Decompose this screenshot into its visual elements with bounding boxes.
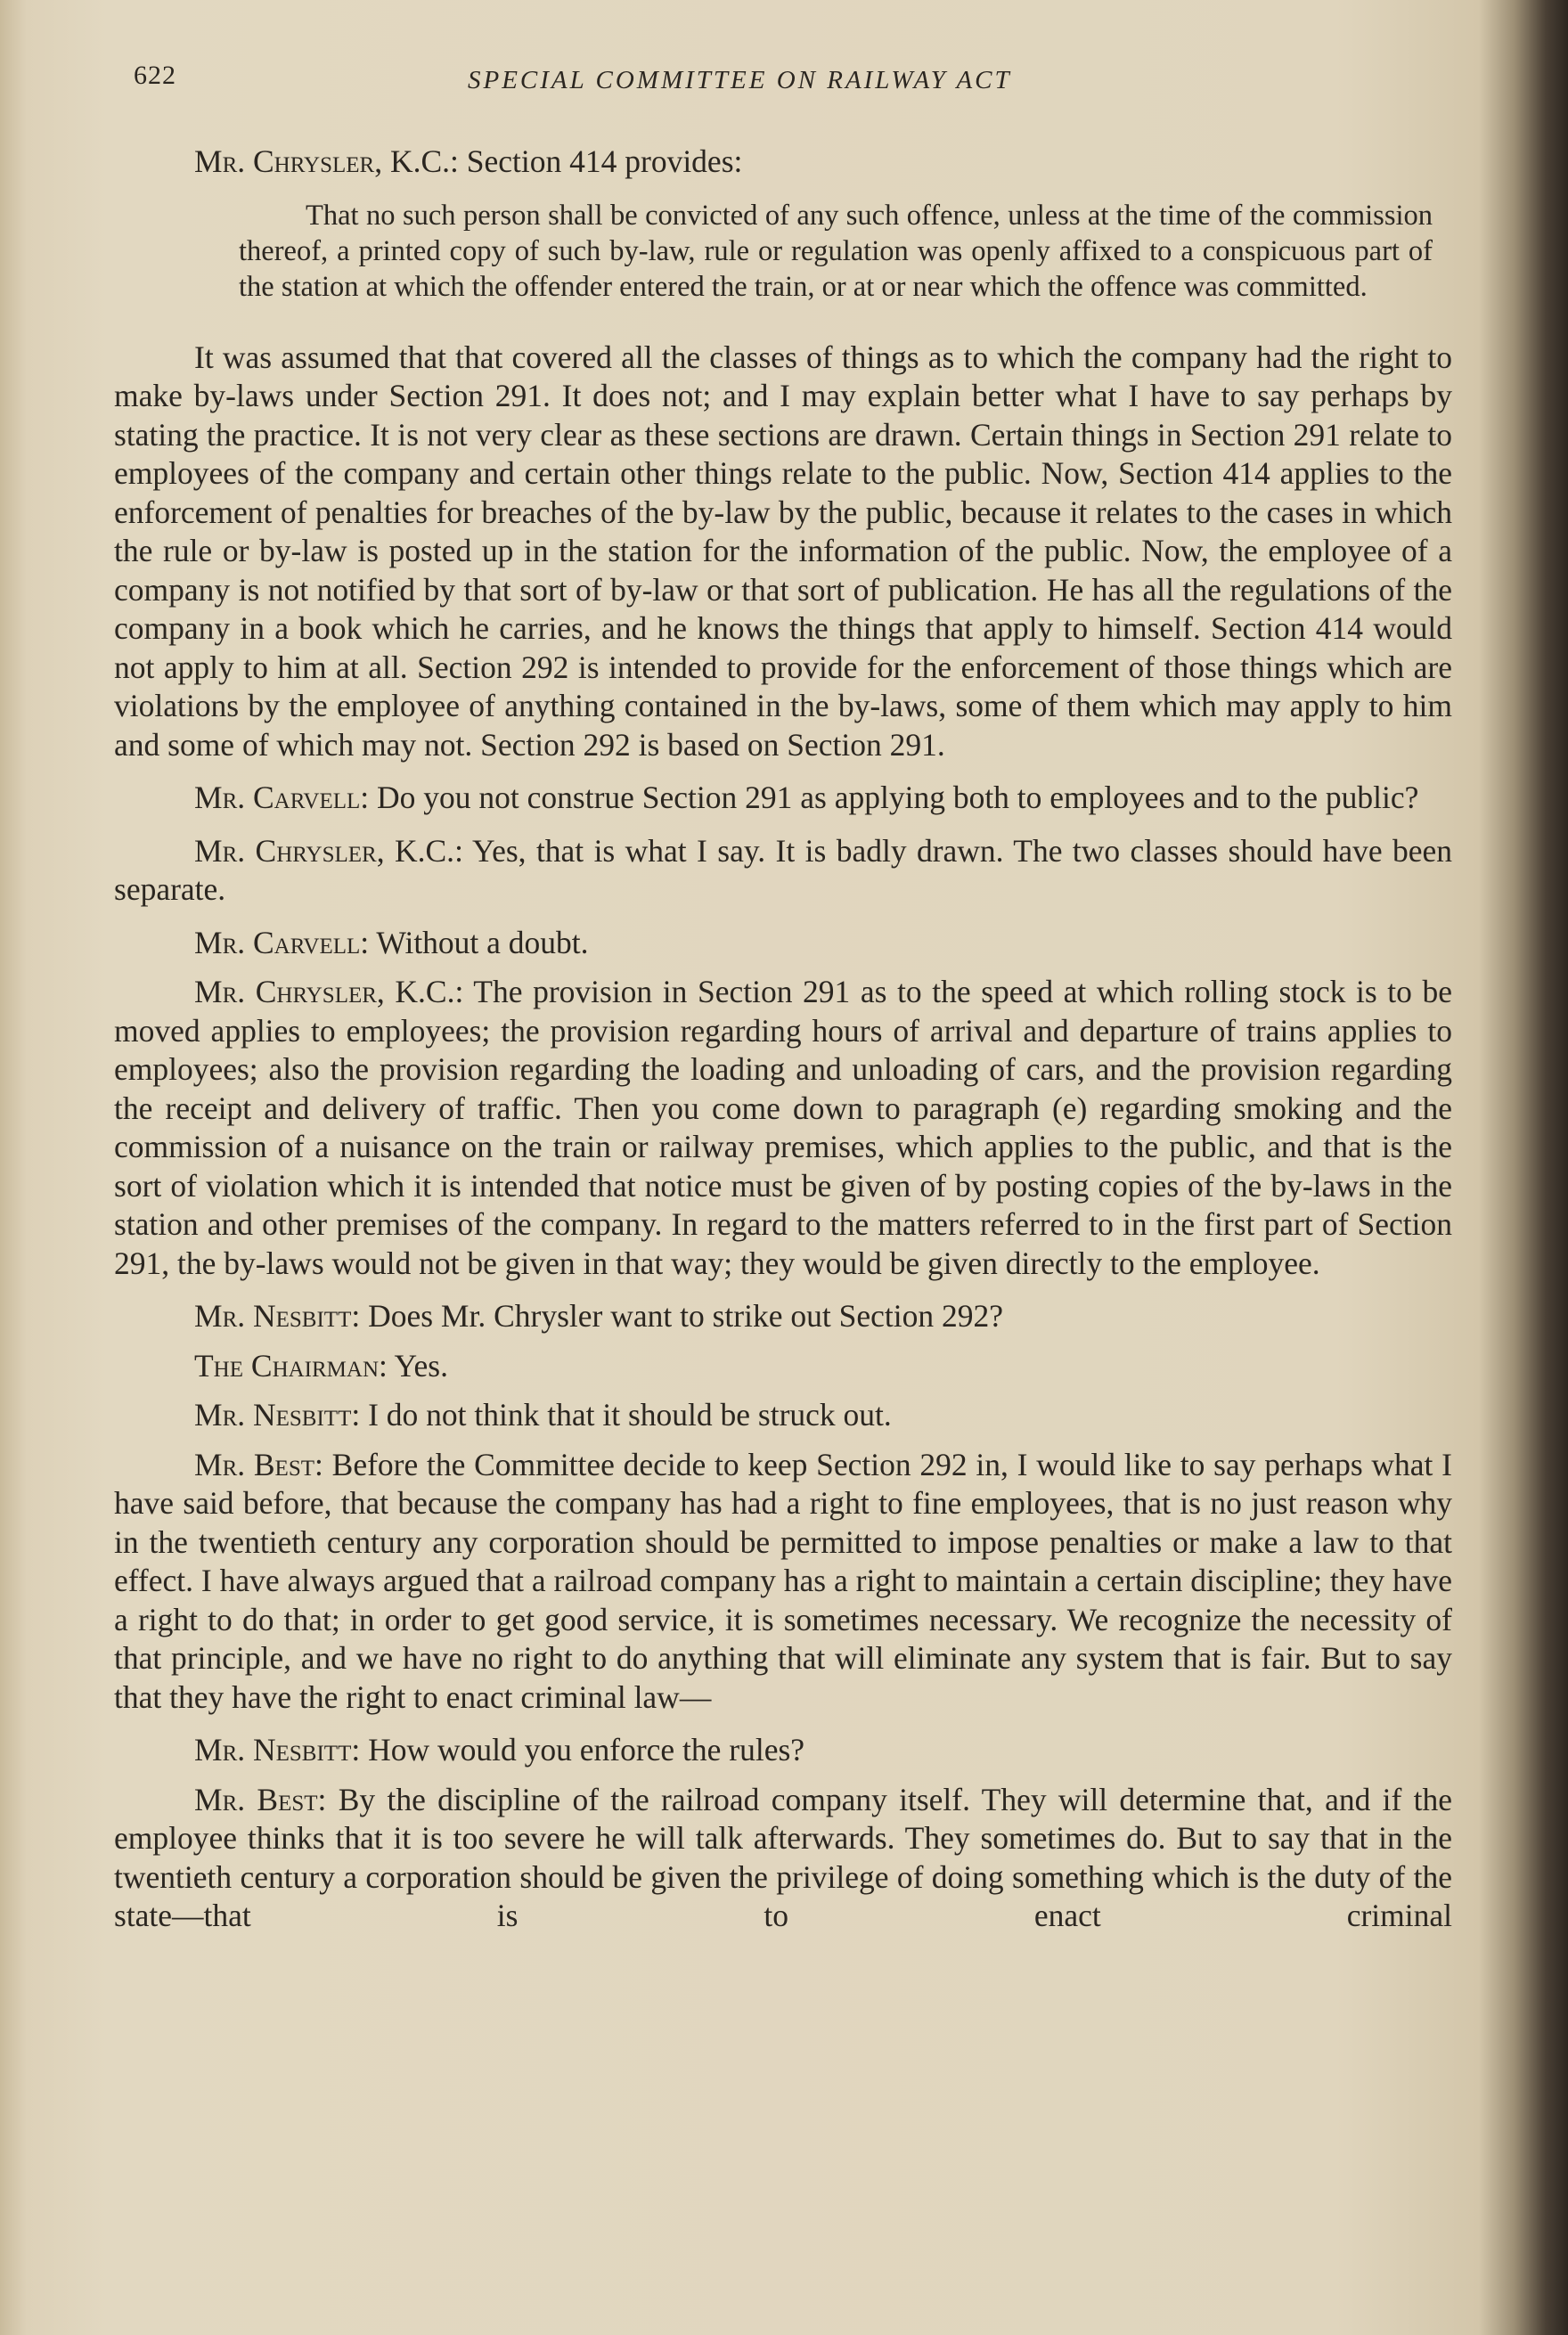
speech-paragraph: Mr. Best: By the discipline of the railroad company itself. They will determine that, and if the employee thinks that it is too severe he will talk afterwards. They sometimes do. But to say that in the twentieth century a corporation should be given the privilege of doing something which is the duty of the state—that is to enact criminal xyxy=(114,1781,1452,1933)
speech-paragraph: Mr. Chrysler, K.C.: The provision in Section 291 as to the speed at which rolling stock is to be moved applies to employees; the provision regarding hours of arrival and departure of trains applies to employees; also the provision regarding the loading and unloading of cars, and the provision regarding the receipt and delivery of traffic. Then you come down to paragraph (e) regarding smoking and the commission of a nuisance on the train or railway premises, which applies to the public, and that is the sort of violation which it is intended that notice must be given of by posting copies of the by-laws in the station and other premises of the company. In regard to the matters referred to in the first part of Section 291, the by-laws would not be given in that way; they would be given directly to the employee. xyxy=(114,974,1452,1281)
speaker-name: Mr. Chrysler, K.C. xyxy=(194,832,455,869)
speech-text: Yes, that is what I say. It is badly drawn. The two classes should have been separate. xyxy=(114,832,1453,907)
quoted-provision: That no such person shall be convicted of any such offence, unless at the time of the commission thereof, a printed copy of such by-law, rule or regulation was openly affixed to a conspicuous part of the station at which the offender entered the train, or at or near which the offence was committed. xyxy=(239,199,1433,303)
running-head: SPECIAL COMMITTEE ON RAILWAY ACT xyxy=(468,66,1012,94)
speaker-name: Mr. Chrysler, K.C. xyxy=(194,143,451,179)
speaker-name: Mr. Nesbitt xyxy=(194,1397,352,1433)
speech-text: Section 414 provides: xyxy=(466,143,743,179)
speech-text: How would you enforce the rules? xyxy=(368,1732,805,1768)
speaker-name: Mr. Best xyxy=(194,1446,315,1482)
speaker-name: Mr. Best xyxy=(194,1781,318,1817)
speech-text: Do you not construe Section 291 as applying both to employees and to the public? xyxy=(377,780,1419,815)
speaker-name: Mr. Carvell xyxy=(194,780,361,815)
speech-text: By the discipline of the railroad company itself. They will determine that, and if the employee thinks that it is too severe he will talk afterwards. They sometimes do. But to say that in the twentieth century a corporation should be given the privilege of doing something which is the duty of the state—that is to enact criminal xyxy=(114,1781,1452,1933)
speaker-name: Mr. Nesbitt xyxy=(194,1732,352,1768)
speaker-name: Mr. Carvell xyxy=(194,924,361,960)
page-body xyxy=(114,143,1452,1950)
speech-text: I do not think that it should be struck out. xyxy=(368,1397,892,1433)
body-paragraph: It was assumed that that covered all the classes of things as to which the company had the right to make by-laws under Section 291. It does not; and I may explain better what I have to say perhaps by stating the practice. It is not very clear as these sections are drawn. Certain things in Section 291 relate to employees of the company and certain other things relate to the public. Now, Section 414 applies to the enforcement of penalties for breaches of the by-law by the public, because it relates to the cases in which the rule or by-law is posted up in the station for the information of the public. Now, the employee of a company is not notified by that sort of by-law or that sort of publication. He has all the regulations of the company in a book which he carries, and he knows the things that apply to himself. Section 414 would not apply to him at all. Section 292 is intended to provide for the enforcement of those things which are violations by the employee of anything contained in the by-laws, some of them which may apply to him and some of which may not. Section 292 is based on Section 291. xyxy=(114,339,1452,763)
speech-paragraph: Mr. Nesbitt: How would you enforce the rules? xyxy=(194,1732,805,1768)
speech-paragraph: Mr. Chrysler, K.C.: Yes, that is what I say. It is badly drawn. The two classes should have been separate. xyxy=(114,832,1453,907)
speech-text: Without a doubt. xyxy=(376,924,589,960)
speaker-name: Mr. Chrysler, K.C. xyxy=(194,974,455,1009)
speech-paragraph: Mr. Carvell: Do you not construe Section 291 as applying both to employees and to the public? xyxy=(194,780,1419,815)
speech-paragraph: The Chairman: Yes. xyxy=(194,1347,448,1384)
speaker-name: The Chairman xyxy=(194,1347,380,1384)
speech-paragraph: Mr. Nesbitt: Does Mr. Chrysler want to strike out Section 292? xyxy=(194,1298,1003,1334)
speech-paragraph: Mr. Nesbitt: I do not think that it should be struck out. xyxy=(194,1397,892,1433)
speech-text: The provision in Section 291 as to the speed at which rolling stock is to be moved applies to employees; the provision regarding hours of arrival and departure of trains applies to employees; also the provision regarding the loading and unloading of cars, and the provision regarding the receipt and delivery of traffic. Then you come down to paragraph (e) regarding smoking and the commission of a nuisance on the train or railway premises, which applies to the public, and that is the sort of violation which it is intended that notice must be given of by posting copies of the by-laws in the station and other premises of the company. In regard to the matters referred to in the first part of Section 291, the by-laws would not be given in that way; they would be given directly to the employee. xyxy=(114,974,1452,1281)
speaker-name: Mr. Nesbitt xyxy=(194,1298,352,1334)
speech-text: Before the Committee decide to keep Section 292 in, I would like to say perhaps what I have said before, that because the company has had a right to fine employees, that is no just reason why in the twentieth century any corporation should be permitted to impose penalties or make a law to that effect. I have always argued that a railroad company has a right to maintain a certain discipline; they have a right to do that; in order to get good service, it is sometimes necessary. We recognize the necessity of that principle, and we have no right to do anything that will eliminate any system that is fair. But to say that they have the right to enact criminal law— xyxy=(114,1446,1452,1715)
speech-text: Does Mr. Chrysler want to strike out Section 292? xyxy=(368,1298,1003,1334)
speech-paragraph: Mr. Best: Before the Committee decide to keep Section 292 in, I would like to say perhaps what I have said before, that because the company has had a right to fine employees, that is no just reason why in the twentieth century any corporation should be permitted to impose penalties or make a law to that effect. I have always argued that a railroad company has a right to maintain a certain discipline; they have a right to do that; in order to get good service, it is sometimes necessary. We recognize the necessity of that principle, and we have no right to do anything that will eliminate any system that is fair. But to say that they have the right to enact criminal law— xyxy=(114,1446,1452,1715)
page-number: 622 xyxy=(134,61,176,90)
speech-text: Yes. xyxy=(394,1347,448,1384)
page-header xyxy=(134,61,1131,105)
speech-paragraph: Mr. Chrysler, K.C.: Section 414 provides: xyxy=(194,143,743,179)
speech-paragraph: Mr. Carvell: Without a doubt. xyxy=(194,924,589,960)
